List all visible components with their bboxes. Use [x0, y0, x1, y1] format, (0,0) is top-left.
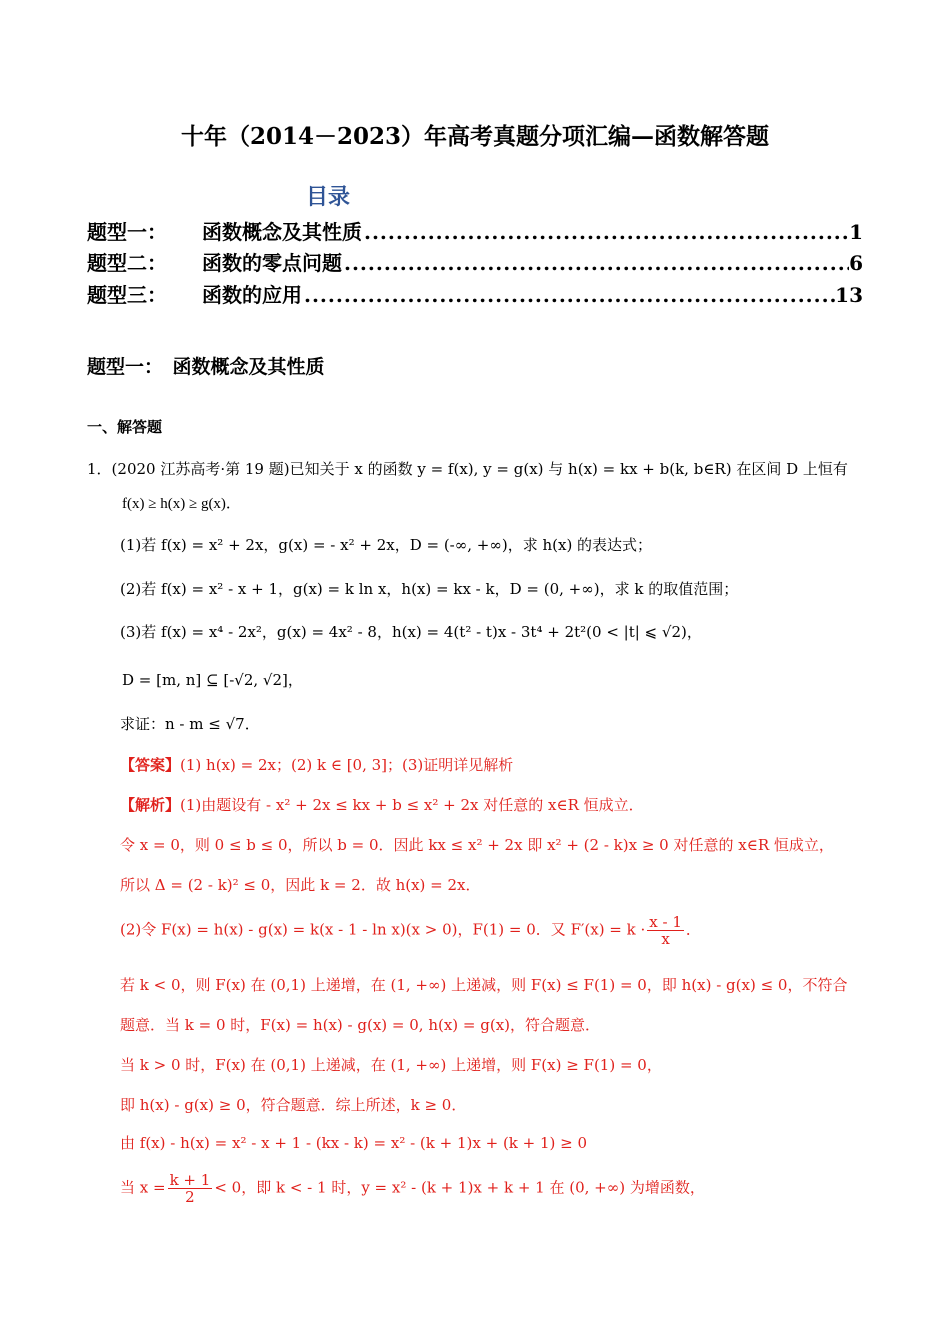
toc-item[interactable] — [87, 279, 863, 308]
analysis-tag: 【解析】 — [120, 796, 181, 814]
document-title: 十年（2014－2023）年高考真题分项汇编—函数解答题 — [180, 123, 770, 150]
analysis-text: 当 x = — [120, 1178, 166, 1197]
problem-part-1: (1)若 f(x) = x² + 2x，g(x) = - x² + 2x，D = (-∞, +∞)，求 h(x) 的表达式； — [120, 536, 653, 554]
answer-line — [120, 754, 513, 775]
analysis-text: (2)令 F(x) = h(x) - g(x) = k(x - 1 - ln x)(x > 0)，F(1) = 0．又 F′(x) = k · — [120, 920, 646, 939]
analysis-text: (1)由题设有 - x² + 2x ≤ kx + b ≤ x² + 2x 对任意的 x∈R 恒成立． — [180, 796, 644, 814]
analysis-line-9: 由 f(x) - h(x) = x² - x + 1 - (kx - k) = x² - (k + 1)x + (k + 1) ≥ 0 — [120, 1134, 588, 1152]
analysis-line-1 — [120, 794, 644, 815]
toc-item-label: 题型三： — [87, 283, 167, 307]
problem-line-2: f(x) ≥ h(x) ≥ g(x)． — [122, 496, 241, 512]
analysis-line-10 — [120, 1172, 705, 1205]
toc-item-name: 函数的零点问题 — [202, 251, 342, 275]
section-heading: 题型一： 函数概念及其性质 — [87, 356, 325, 378]
analysis-line-3: 所以 Δ = (2 - k)² ≤ 0，因此 k = 2．故 h(x) = 2x． — [120, 876, 481, 894]
answer-text: (1) h(x) = 2x；(2) k ∈ [0, 3]；(3)证明详见解析 — [180, 756, 514, 774]
fraction — [168, 1172, 213, 1205]
toc-item[interactable] — [87, 216, 863, 245]
analysis-line-6: 题意．当 k = 0 时，F(x) = h(x) - g(x) = 0, h(x) = g(x)，符合题意． — [120, 1016, 601, 1034]
analysis-text: < 0，即 k < - 1 时，y = x² - (k + 1)x + k + 1 在 (0, +∞) 为增函数， — [214, 1178, 705, 1197]
toc-heading: 目录 — [306, 184, 351, 210]
toc-leader-dots — [302, 283, 835, 307]
fraction-denominator: 2 — [185, 1188, 195, 1206]
fraction-numerator: x - 1 — [649, 913, 682, 931]
fraction-numerator: k + 1 — [169, 1171, 211, 1189]
section-subheading: 一、解答题 — [87, 418, 163, 436]
toc-item-page: 13 — [835, 283, 863, 307]
analysis-line-2: 令 x = 0，则 0 ≤ b ≤ 0，所以 b = 0．因此 kx ≤ x² + 2x 即 x² + (2 - k)x ≥ 0 对任意的 x∈R 恒成立， — [120, 836, 834, 854]
toc-item-page: 6 — [849, 251, 863, 275]
toc-item-name: 函数的应用 — [202, 283, 302, 307]
toc-leader-dots — [362, 220, 849, 244]
problem-part-3-domain: D = [m, n] ⊆ [-√2, √2]， — [122, 671, 303, 689]
problem-part-3: (3)若 f(x) = x⁴ - 2x²，g(x) = 4x² - 8，h(x) = 4(t² - t)x - 3t⁴ + 2t²(0 < |t| ⩽ √2)， — [120, 623, 702, 641]
toc-item-name: 函数概念及其性质 — [202, 220, 362, 244]
answer-tag: 【答案】 — [120, 756, 181, 774]
problem-part-2: (2)若 f(x) = x² - x + 1，g(x) = k ln x，h(x) = kx - k，D = (0, +∞)，求 k 的取值范围； — [120, 580, 739, 598]
analysis-text: ． — [685, 920, 701, 939]
problem-line-1: 1．(2020 江苏高考·第 19 题)已知关于 x 的函数 y = f(x), y = g(x) 与 h(x) = kx + b(k, b∈R) 在区间 D 上恒有 — [87, 460, 848, 478]
problem-prove: 求证：n - m ≤ √7． — [120, 715, 260, 733]
analysis-line-5: 若 k < 0，则 F(x) 在 (0,1) 上递增，在 (1, +∞) 上递减，则 F(x) ≤ F(1) = 0，即 h(x) - g(x) ≤ 0，不符合 — [120, 976, 848, 994]
analysis-line-8: 即 h(x) - g(x) ≥ 0，符合题意．综上所述，k ≥ 0． — [120, 1096, 467, 1114]
analysis-line-7: 当 k > 0 时，F(x) 在 (0,1) 上递减，在 (1, +∞) 上递增，则 F(x) ≥ F(1) = 0， — [120, 1056, 662, 1074]
toc-item-page: 1 — [849, 220, 863, 244]
fraction — [647, 914, 684, 947]
toc-leader-dots — [342, 251, 849, 275]
toc-item-label: 题型一： — [87, 220, 167, 244]
analysis-line-4 — [120, 914, 701, 947]
fraction-denominator: x — [661, 930, 670, 948]
toc-item-label: 题型二： — [87, 251, 167, 275]
toc-item[interactable] — [87, 247, 863, 276]
